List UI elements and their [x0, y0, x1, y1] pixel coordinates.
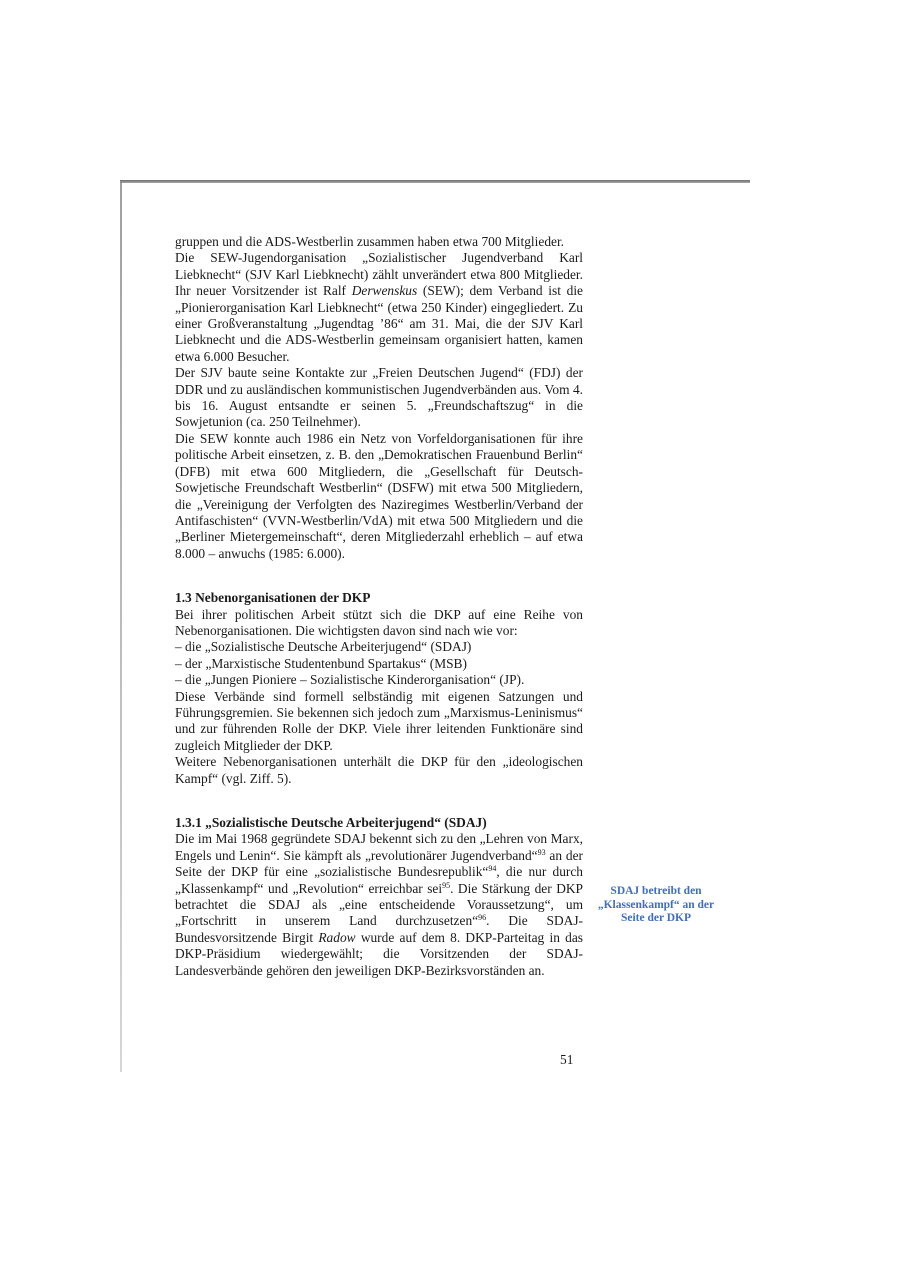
- section-1-3-1-paragraph: [175, 831, 583, 979]
- list-item: – die „Sozialistische Deutsche Arbeiterjugend“ (SDAJ): [175, 639, 472, 655]
- text-run: Die im Mai 1968 gegründete SDAJ bekennt sich zu den „Lehren von Marx, Engels und Lenin“. Sie kämpft als „revolutionärer Jugendverband“: [175, 831, 583, 863]
- section-heading-1-3-1: 1.3.1 „Sozialistische Deutsche Arbeiterjugend“ (SDAJ): [175, 815, 487, 830]
- text-run: an der Seite der DKP für eine „sozialistische Bundesrepublik“: [175, 847, 583, 880]
- footnote-ref-96: 96: [478, 913, 487, 923]
- section-heading-1-3: 1.3 Nebenorganisationen der DKP: [175, 590, 371, 606]
- person-name-derwenskus: Derwenskus: [351, 283, 418, 299]
- paragraph-members: gruppen und die ADS-Westberlin zusammen haben etwa 700 Mitglieder.: [175, 234, 565, 249]
- paragraph-fdj: Der SJV baute seine Kontakte zur „Freien Deutschen Jugend“ (FDJ) der DDR und zu ausländischen kommunistischen Jugendverbänden aus. Vom 4. bis 16. August entsandte er seinen 5. „Freundschaftszug“ in die Sowjetunion (ca. 250 Teilnehmer).: [175, 365, 583, 430]
- paragraph-sjv-part-b: (SEW); dem Verband ist die „Pionierorganisation Karl Liebknecht“ (etwa 250 Kinder) eingegliedert. Zu einer Großveranstaltung „Jugendtag ’86“ am 31. Mai, die der SJV Karl Liebknecht und die ADS-Westberlin gemeinsam organisiert hatten, kamen etwa 6.000 Besucher.: [175, 283, 583, 364]
- section-1-3-paragraph: Diese Verbände sind formell selbständig mit eigenen Satzungen und Führungsgremien. Sie bekennen sich jedoch zum „Marxismus-Leninismus“ und zur führenden Rolle der DKP. Viele ihrer leitenden Funktionäre sind zugleich Mitglieder der DKP.: [175, 688, 583, 753]
- section-1-3-intro: Bei ihrer politischen Arbeit stützt sich die DKP auf eine Reihe von Nebenorganisationen. Die wichtigsten davon sind nach wie vor:: [175, 606, 583, 638]
- page-number: 51: [560, 1052, 574, 1067]
- margin-note: SDAJ betreibt den „Klassenkampf“ an der Seite der DKP: [597, 885, 715, 924]
- section-1-3-last-paragraph: Weitere Nebenorganisationen unterhält die DKP für den „ideologischen Kampf“ (vgl. Ziff. 5).: [175, 754, 583, 786]
- page-edge-top: [120, 180, 750, 183]
- spacer: [175, 787, 583, 815]
- text-run: wurde auf dem 8. DKP-Parteitag in das DKP-Präsidium wiedergewählt; die Vorsitzenden der SDAJ-Landesverbände gehören den jeweiligen DKP-Bezirksvorständen an.: [175, 929, 583, 978]
- list-item: – die „Jungen Pioniere – Sozialistische Kinderorganisation“ (JP).: [175, 672, 525, 688]
- paragraph-vorfeld: Die SEW konnte auch 1986 ein Netz von Vorfeldorganisationen für ihre politische Arbeit einsetzen, z. B. den „Demokratischen Frauenbund Berlin“ (DFB) mit etwa 600 Mitgliedern, die „Gesellschaft für Deutsch-Sowjetische Freundschaft Westberlin“ (DSFW) mit etwa 500 Mitgliedern, die „Vereinigung der Verfolgten des Naziregimes Westberlin/Verband der Antifaschisten“ (VVN-Westberlin/VdA) mit etwa 500 Mitgliedern und die „Berliner Mietergemeinschaft“, deren Mitgliederzahl erheblich – auf etwa 8.000 – anwuchs (1985: 6.000).: [175, 430, 583, 561]
- footnote-ref-95: 95: [442, 880, 451, 890]
- paragraph-sjv: [175, 250, 583, 365]
- page-edge-left: [120, 182, 122, 1072]
- paragraph-sjv-part-a: Die SEW-Jugendorganisation „Sozialistischer Jugendverband Karl Liebknecht“ (SJV Karl Liebknecht) zählt unverändert etwa 800 Mitglieder. Ihr neuer Vorsitzender ist Ralf: [175, 250, 583, 299]
- spacer: [175, 562, 583, 590]
- footnote-ref-94: 94: [488, 864, 497, 874]
- footnote-ref-93: 93: [537, 847, 546, 857]
- text-run: . Die Stärkung der DKP betrachtet die SDAJ als „eine entscheidende Voraussetzung“, um „Fortschritt in unserem Land durchzusetzen“: [175, 880, 583, 929]
- text-run: , die nur durch „Klassenkampf“ und „Revolution“ erreichbar sei: [175, 864, 583, 896]
- text-run: . Die SDAJ-Bundesvorsitzende Birgit: [175, 913, 583, 945]
- person-name-radow: Radow: [318, 929, 356, 945]
- main-text-column: [175, 234, 583, 979]
- list-item: – der „Marxistische Studentenbund Spartakus“ (MSB): [175, 655, 467, 671]
